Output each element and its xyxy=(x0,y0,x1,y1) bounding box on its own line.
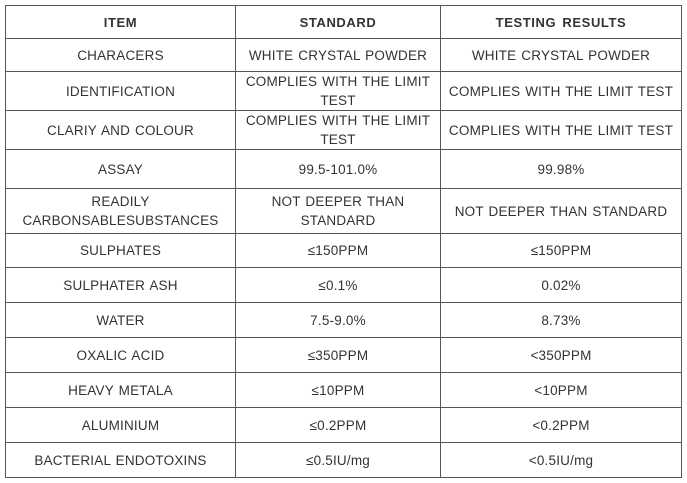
header-standard: STANDARD xyxy=(236,6,441,39)
item-cell: SULPHATER ASH xyxy=(6,268,236,303)
standard-cell: ≤150PPM xyxy=(236,234,441,268)
result-cell: <10PPM xyxy=(441,373,682,408)
table-row xyxy=(6,189,682,234)
item-cell: SULPHATES xyxy=(6,234,236,268)
result-cell: 0.02% xyxy=(441,268,682,303)
table-row xyxy=(6,72,682,111)
table-row xyxy=(6,268,682,303)
table-row xyxy=(6,111,682,150)
item-cell: OXALIC ACID xyxy=(6,338,236,373)
standard-cell: NOT DEEPER THAN STANDARD xyxy=(236,189,441,234)
standard-cell: ≤0.2PPM xyxy=(236,408,441,443)
result-cell: <0.2PPM xyxy=(441,408,682,443)
item-cell: BACTERIAL ENDOTOXINS xyxy=(6,443,236,478)
standard-cell: COMPLIES WITH THE LIMIT TEST xyxy=(236,111,441,150)
standard-cell: ≤10PPM xyxy=(236,373,441,408)
table-header-row xyxy=(6,6,682,39)
table-row xyxy=(6,303,682,338)
standard-cell: ≤0.1% xyxy=(236,268,441,303)
table-row xyxy=(6,373,682,408)
item-cell: WATER xyxy=(6,303,236,338)
item-cell: CLARIY AND COLOUR xyxy=(6,111,236,150)
item-cell: HEAVY METALA xyxy=(6,373,236,408)
table-row xyxy=(6,39,682,72)
standard-cell: WHITE CRYSTAL POWDER xyxy=(236,39,441,72)
item-cell: IDENTIFICATION xyxy=(6,72,236,111)
item-cell: CHARACERS xyxy=(6,39,236,72)
table-row xyxy=(6,338,682,373)
header-item: ITEM xyxy=(6,6,236,39)
result-cell: 99.98% xyxy=(441,150,682,189)
standard-cell: ≤350PPM xyxy=(236,338,441,373)
result-cell: <0.5IU/mg xyxy=(441,443,682,478)
specification-table xyxy=(5,5,682,478)
result-cell: WHITE CRYSTAL POWDER xyxy=(441,39,682,72)
table-row xyxy=(6,408,682,443)
header-testing-results: TESTING RESULTS xyxy=(441,6,682,39)
result-cell: 8.73% xyxy=(441,303,682,338)
standard-cell: ≤0.5IU/mg xyxy=(236,443,441,478)
table-row xyxy=(6,443,682,478)
result-cell: COMPLIES WITH THE LIMIT TEST xyxy=(441,72,682,111)
item-cell: ALUMINIUM xyxy=(6,408,236,443)
item-cell: ASSAY xyxy=(6,150,236,189)
result-cell: ≤150PPM xyxy=(441,234,682,268)
table-row xyxy=(6,150,682,189)
standard-cell: 99.5-101.0% xyxy=(236,150,441,189)
standard-cell: COMPLIES WITH THE LIMIT TEST xyxy=(236,72,441,111)
result-cell: COMPLIES WITH THE LIMIT TEST xyxy=(441,111,682,150)
table-row xyxy=(6,234,682,268)
item-cell: READILY CARBONSABLESUBSTANCES xyxy=(6,189,236,234)
result-cell: NOT DEEPER THAN STANDARD xyxy=(441,189,682,234)
standard-cell: 7.5-9.0% xyxy=(236,303,441,338)
result-cell: <350PPM xyxy=(441,338,682,373)
